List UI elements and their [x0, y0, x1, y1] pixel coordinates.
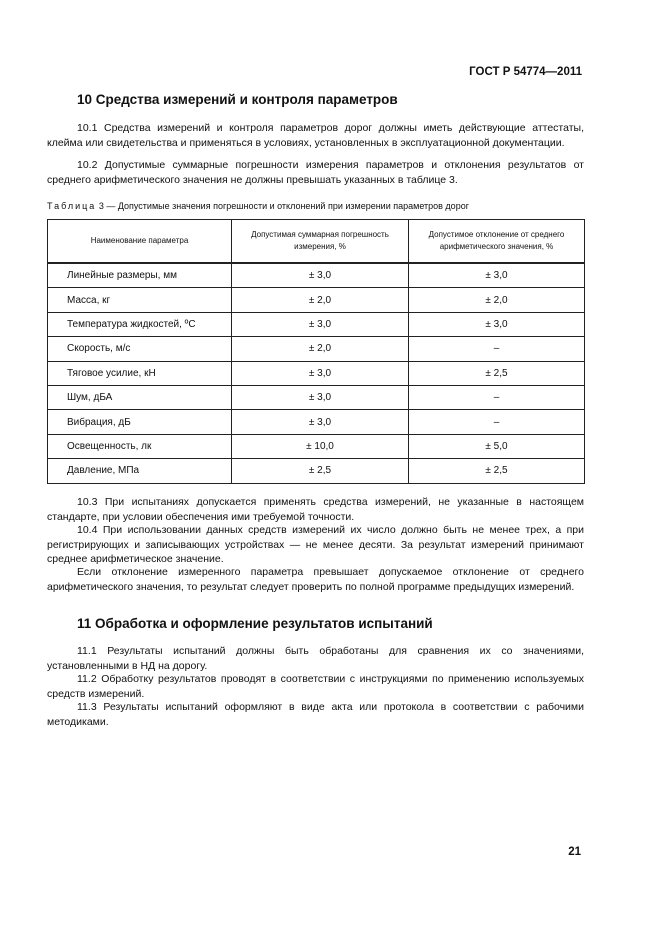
table-row [48, 337, 585, 361]
mean-deviation: – [409, 337, 585, 361]
mean-deviation: ± 5,0 [409, 434, 585, 458]
table-caption [47, 201, 469, 211]
measurement-error: ± 3,0 [232, 361, 409, 385]
section-10-title: 10 Средства измерений и контроля параметров [77, 92, 398, 107]
measurement-error: ± 3,0 [232, 263, 409, 288]
table-row [48, 361, 585, 385]
table-header-row [48, 220, 585, 264]
paragraph-10-1: 10.1 Средства измерений и контроля параметров дорог должны иметь действующие аттестаты, клейма или свидетельства и применяться в условиях, установленных в эксплуатационной документации. [47, 122, 584, 149]
mean-deviation: ± 3,0 [409, 263, 585, 288]
measurement-error: ± 3,0 [232, 312, 409, 336]
table-caption-text: 3 — Допустимые значения погрешности и отклонений при измерении параметров дорог [98, 201, 469, 211]
table-row [48, 459, 585, 483]
mean-deviation: ± 3,0 [409, 312, 585, 336]
table-row [48, 288, 585, 312]
header-parameter-name: Наименование параметра [48, 220, 232, 264]
header-mean-deviation: Допустимое отклонение от среднего арифметического значения, % [409, 220, 585, 264]
measurement-error: ± 3,0 [232, 410, 409, 434]
paragraph-10-4-continued: Если отклонение измеренного параметра превышает допускаемое отклонение от среднего арифметического значения, то результат следует проверить по полной программе предыдущих измерений. [47, 566, 584, 593]
paragraph-11-2: 11.2 Обработку результатов проводят в соответствии с инструкциями по применению используемых средств измерений. [47, 673, 584, 700]
mean-deviation: ± 2,0 [409, 288, 585, 312]
parameter-name: Температура жидкостей, ºС [48, 312, 232, 336]
paragraph-10-2: 10.2 Допустимые суммарные погрешности измерения параметров и отклонения результатов от среднего арифметического значения не должны превышать указанных в таблице 3. [47, 159, 584, 186]
parameter-name: Линейные размеры, мм [48, 263, 232, 288]
table-row [48, 385, 585, 409]
parameter-name: Тяговое усилие, кН [48, 361, 232, 385]
paragraph-11-3: 11.3 Результаты испытаний оформляют в виде акта или протокола в соответствии с рабочими методиками. [47, 701, 584, 728]
parameters-table [47, 219, 585, 484]
paragraph-11-1: 11.1 Результаты испытаний должны быть обработаны для сравнения их со значениями, установленными в НД на дорогу. [47, 645, 584, 672]
table-row [48, 312, 585, 336]
measurement-error: ± 2,0 [232, 288, 409, 312]
parameter-name: Вибрация, дБ [48, 410, 232, 434]
table-row [48, 263, 585, 288]
parameter-name: Давление, МПа [48, 459, 232, 483]
mean-deviation: ± 2,5 [409, 459, 585, 483]
parameter-name: Освещенность, лк [48, 434, 232, 458]
section-11-title: 11 Обработка и оформление результатов испытаний [77, 616, 433, 631]
parameter-name: Масса, кг [48, 288, 232, 312]
page-number: 21 [568, 846, 581, 858]
measurement-error: ± 2,0 [232, 337, 409, 361]
header-measurement-error: Допустимая суммарная погрешность измерения, % [232, 220, 409, 264]
mean-deviation: – [409, 410, 585, 434]
mean-deviation: ± 2,5 [409, 361, 585, 385]
page-code: ГОСТ Р 54774—2011 [469, 66, 582, 78]
parameter-name: Скорость, м/с [48, 337, 232, 361]
measurement-error: ± 10,0 [232, 434, 409, 458]
table-row [48, 410, 585, 434]
table-caption-label: Таблица [47, 201, 97, 211]
paragraph-10-3: 10.3 При испытаниях допускается применять средства измерений, не указанные в настоящем стандарте, при условии обеспечения ими требуемой точности. [47, 496, 584, 523]
table-row [48, 434, 585, 458]
measurement-error: ± 3,0 [232, 385, 409, 409]
parameter-name: Шум, дБА [48, 385, 232, 409]
mean-deviation: – [409, 385, 585, 409]
paragraph-10-4: 10.4 При использовании данных средств измерений их число должно быть не менее трех, а при регистрирующих и записывающих устройствах — не менее десяти. За результат измерений принимают среднее арифметическое значение. [47, 524, 584, 566]
measurement-error: ± 2,5 [232, 459, 409, 483]
